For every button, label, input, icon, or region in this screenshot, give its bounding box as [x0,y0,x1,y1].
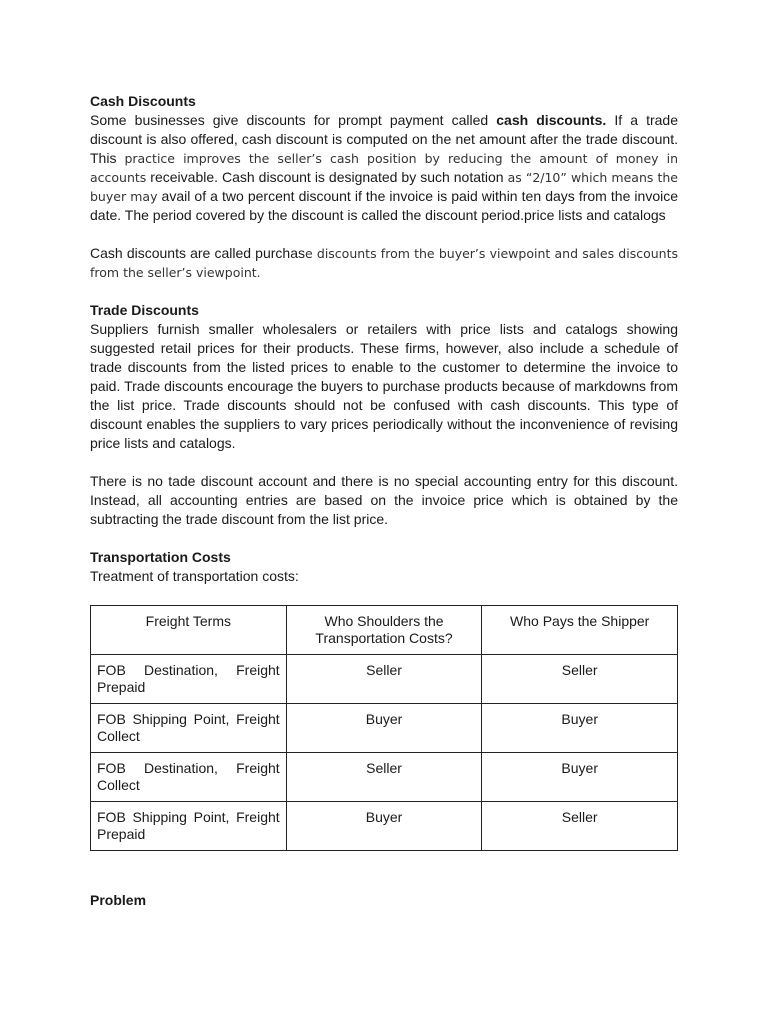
trade-discounts-heading: Trade Discounts [90,302,199,318]
pays-shipper-cell: Buyer [482,753,678,802]
cash-discounts-paragraph-2 [90,244,678,282]
table-row [91,753,678,802]
table-row [91,704,678,753]
shoulders-cost-cell: Seller [286,655,482,704]
freight-term-cell: FOB Shipping Point, Freight Collect [91,704,287,753]
table-header-cell: Who Shoulders the Transportation Costs? [286,606,482,655]
document-body [90,92,678,851]
cash-p1-text-light-1: practice improves the seller’s cash position by reducing the amount of money in accounts [90,151,678,185]
cash-p1-text-b: If a trade discount is also offered, cash discount is computed on the net amount after the trade discount. This [90,112,678,166]
trade-discounts-paragraph-2: There is no tade discount account and there is no special accounting entry for this discount. Instead, all accounting entries are based on the invoice price which is obtained by the subtracting the trade discount from the list price. [90,473,678,527]
problem-heading: Problem [90,892,147,908]
pays-shipper-cell: Seller [482,655,678,704]
pays-shipper-cell: Buyer [482,704,678,753]
shoulders-cost-cell: Buyer [286,802,482,851]
cash-discounts-heading: Cash Discounts [90,93,196,109]
cash-p1-bold-term: cash discounts. [496,112,607,128]
freight-terms-table [90,605,678,851]
cash-p1-text-light-2: as “2/10” which means the buyer may [90,170,678,204]
table-row [91,802,678,851]
freight-term-cell: FOB Destination, Freight Prepaid [91,655,287,704]
trade-discounts-paragraph-1: Suppliers furnish smaller wholesalers or retailers with price lists and catalogs showing suggested retail prices for their products. These firms, however, also include a schedule of trade discounts from the listed prices to enable to the customer to determine the invoice to paid. Trade discounts encourage the buyers to purchase products because of markdowns from the list price. Trade discounts should not be confused with cash discounts. This type of discount enables the suppliers to vary prices periodically without the inconvenience of revising price lists and catalogs. [90,321,678,451]
transportation-costs-intro: Treatment of transportation costs: [90,568,299,584]
cash-p2-text-light: e discounts from the buyer’s viewpoint and sales discounts from the seller’s viewpoint. [90,246,678,280]
shoulders-cost-cell: Seller [286,753,482,802]
cash-p1-text-a: Some businesses give discounts for prompt payment called [90,112,497,128]
shoulders-cost-cell: Buyer [286,704,482,753]
cash-p1-text-d: avail of a two percent discount if the invoice is paid within ten days from the invoice date. The period covered by the discount is called the discount period.price lists and catalogs [90,188,679,223]
freight-term-cell: FOB Shipping Point, Freight Prepaid [91,802,287,851]
table-header-cell: Freight Terms [91,606,287,655]
cash-p2-text-a: Cash discounts are called purchas [90,245,305,261]
table-header-cell: Who Pays the Shipper [482,606,678,655]
pays-shipper-cell: Seller [482,802,678,851]
table-header-row [91,606,678,655]
cash-p1-text-c: receivable. Cash discount is designated by such notation [146,169,508,185]
freight-term-cell: FOB Destination, Freight Collect [91,753,287,802]
transportation-costs-heading: Transportation Costs [90,549,231,565]
table-row [91,655,678,704]
cash-discounts-paragraph-1 [90,111,678,225]
